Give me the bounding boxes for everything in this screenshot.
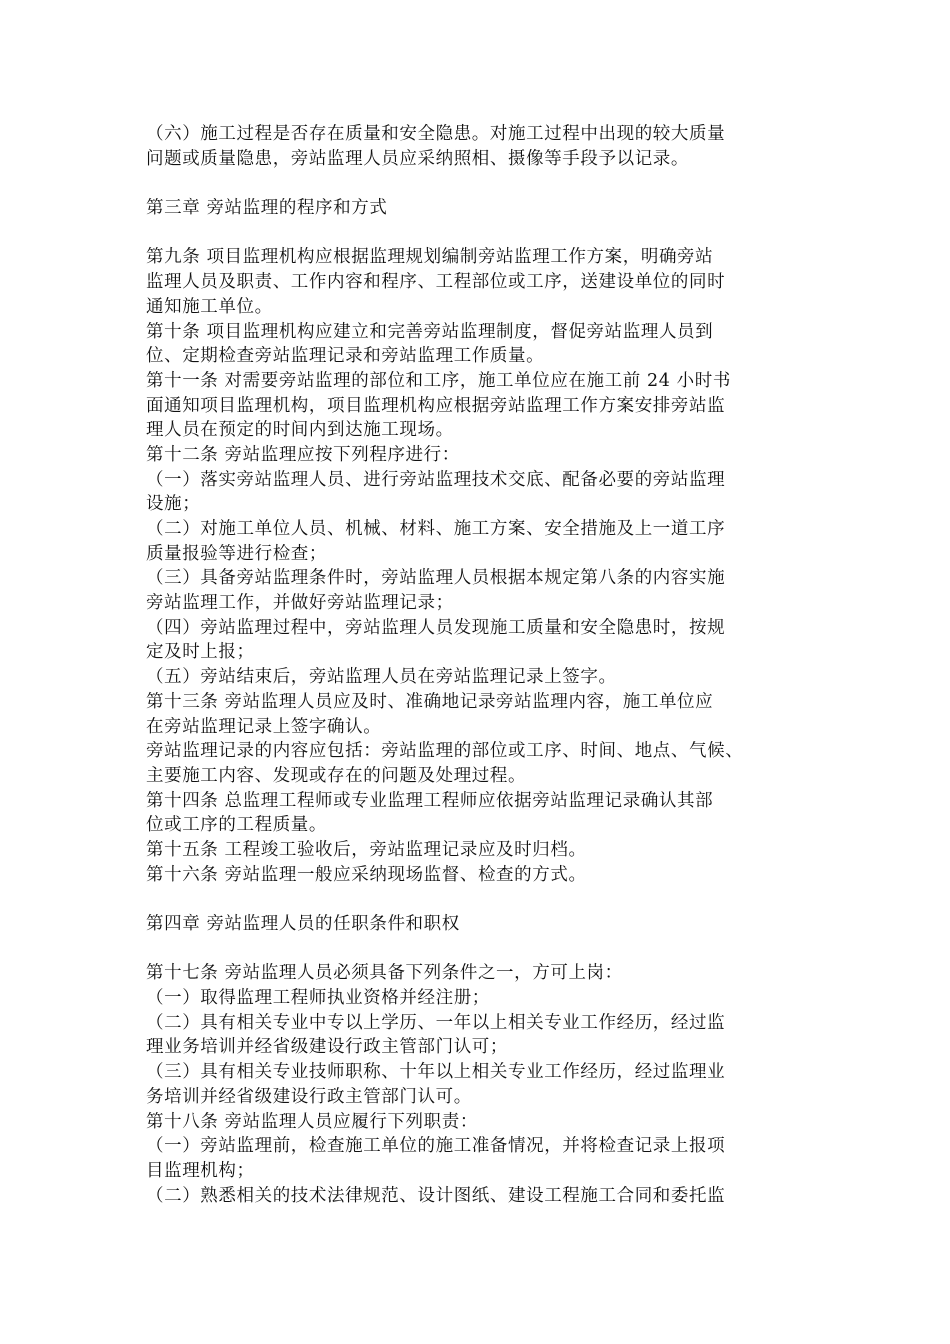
document-body (146, 122, 826, 1208)
blank-line (146, 221, 826, 246)
text-line: 主要施工内容、发现或存在的问题及处理过程。 (146, 765, 527, 786)
text-line: 监理人员及职责、工作内容和程序、工程部位或工序，送建设单位的同时 (146, 272, 726, 293)
text-line: （一）落实旁站监理人员、进行旁站监理技术交底、配备必要的旁站监理 (146, 469, 726, 490)
text-line: 第十八条 旁站监理人员应履行下列职责： (146, 1111, 478, 1132)
text-line: 第十三条 旁站监理人员应及时、准确地记录旁站监理内容，施工单位应 (146, 691, 714, 712)
text-line: 旁站监理记录的内容应包括：旁站监理的部位或工序、时间、地点、气候、 (146, 741, 744, 762)
text-line: （六）施工过程是否存在质量和安全隐患。对施工过程中出现的较大质量 (146, 124, 726, 144)
text-line: 面通知项目监理机构，项目监理机构应根据旁站监理工作方案安排旁站监 (146, 395, 726, 416)
text-line: （四）旁站监理过程中，旁站监理人员发现施工质量和安全隐患时，按规 (146, 617, 726, 638)
text-line: 旁站监理工作，并做好旁站监理记录； (146, 593, 454, 614)
text-line: 理业务培训并经省级建设行政主管部门认可； (146, 1037, 508, 1058)
text-line: （五）旁站结束后，旁站监理人员在旁站监理记录上签字。 (146, 667, 617, 688)
blank-line (146, 171, 826, 196)
text-line: 第十七条 旁站监理人员必须具备下列条件之一，方可上岗： (146, 963, 623, 984)
text-line: 问题或质量隐患，旁站监理人员应采纳照相、摄像等手段予以记录。 (146, 148, 689, 169)
text-line: 第十二条 旁站监理应按下列程序进行： (146, 444, 460, 465)
text-line: （一）取得监理工程师执业资格并经注册； (146, 988, 490, 1009)
text-line: 定及时上报； (146, 642, 255, 663)
text-line: 质量报验等进行检查； (146, 543, 327, 564)
text-line: 目监理机构； (146, 1160, 255, 1181)
text-line: （二）熟悉相关的技术法律规范、设计图纸、建设工程施工合同和委托监 (146, 1185, 726, 1206)
text-line: 通知施工单位。 (146, 296, 273, 317)
text-line: 第三章 旁站监理的程序和方式 (146, 198, 388, 219)
text-line: （三）具有相关专业技师职称、十年以上相关专业工作经历，经过监理业 (146, 1062, 726, 1083)
text-line: 第十四条 总监理工程师或专业监理工程师应依据旁站监理记录确认其部 (146, 790, 714, 811)
text-line: （一）旁站监理前，检查施工单位的施工准备情况，并将检查记录上报项 (146, 1136, 726, 1157)
text-line: 第十五条 工程竣工验收后，旁站监理记录应及时归档。 (146, 839, 587, 860)
blank-line (146, 937, 826, 962)
text-line: 务培训并经省级建设行政主管部门认可。 (146, 1086, 472, 1107)
text-line: （三）具备旁站监理条件时，旁站监理人员根据本规定第八条的内容实施 (146, 568, 726, 589)
text-line: 位或工序的工程质量。 (146, 815, 327, 836)
text-line: 第九条 项目监理机构应根据监理规划编制旁站监理工作方案，明确旁站 (146, 247, 714, 268)
text-line: 理人员在预定的时间内到达施工现场。 (146, 420, 454, 441)
blank-line (146, 887, 826, 912)
text-line: （二）对施工单位人员、机械、材料、施工方案、安全措施及上一道工序 (146, 519, 726, 539)
text-line: 第十条 项目监理机构应建立和完善旁站监理制度，督促旁站监理人员到 (146, 321, 714, 342)
text-line: 第十一条 对需要旁站监理的部位和工序，施工单位应在施工前 24 小时书 (146, 370, 731, 391)
text-line: 位、定期检查旁站监理记录和旁站监理工作质量。 (146, 346, 545, 367)
text-line: 在旁站监理记录上签字确认。 (146, 716, 382, 737)
text-line: 第十六条 旁站监理一般应采纳现场监督、检查的方式。 (146, 864, 587, 885)
text-line: 设施； (146, 494, 201, 515)
text-line: 第四章 旁站监理人员的任职条件和职权 (146, 914, 460, 934)
text-line: （二）具有相关专业中专以上学历、一年以上相关专业工作经历，经过监 (146, 1012, 726, 1033)
